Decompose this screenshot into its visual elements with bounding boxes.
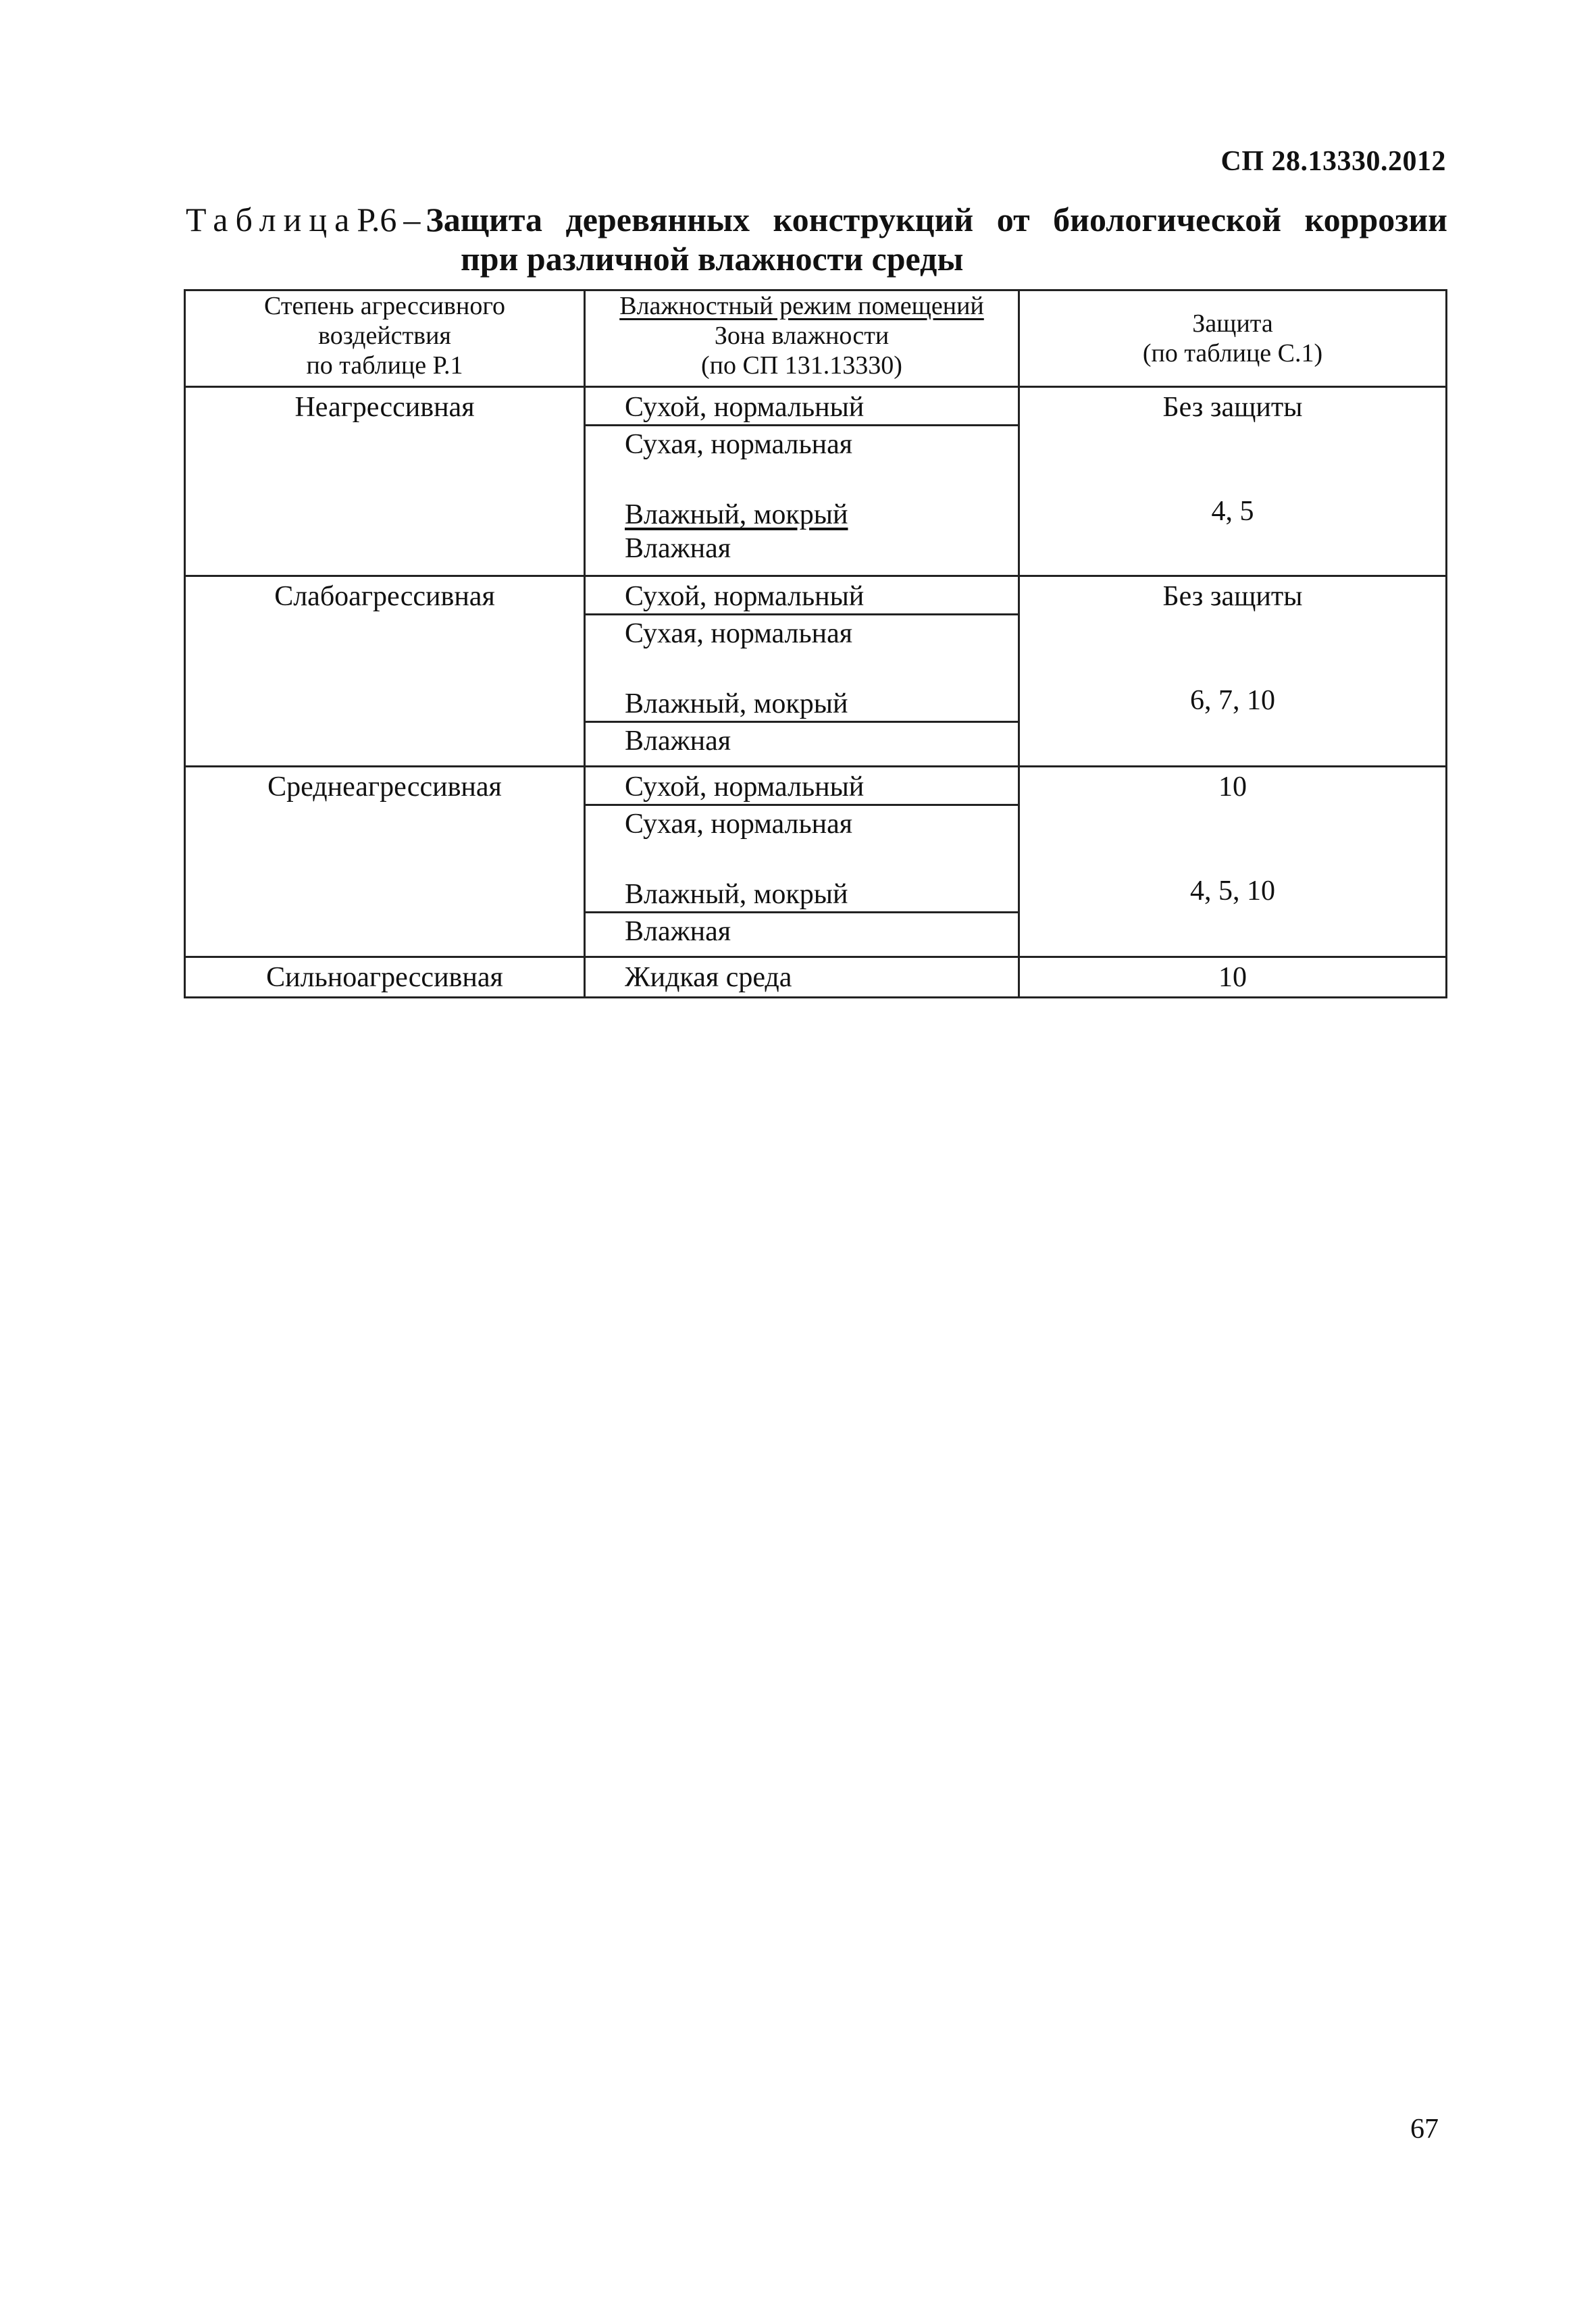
degree-cell — [185, 957, 585, 998]
humidity-regime: Влажный, мокрый — [625, 499, 848, 530]
protection-cell — [1019, 767, 1447, 957]
caption-title-line1: Защита деревянных конструкций от биологической коррозии — [426, 201, 1447, 238]
humidity-regime: Влажный, мокрый — [586, 651, 1018, 723]
humidity-zone: Сухая, нормальная — [625, 429, 853, 460]
humidity-regime: Сухой, нормальный — [586, 577, 1018, 615]
humidity-regime: Сухой, нормальный — [586, 388, 1018, 426]
humidity-zone: Влажная — [625, 916, 731, 947]
header-protection-line1: Защита — [1192, 309, 1273, 338]
header-humidity-line2: Зона влажности — [714, 322, 890, 350]
humidity-cell — [585, 387, 1019, 576]
protection-cell — [1019, 576, 1447, 767]
table-header-row — [185, 290, 1447, 387]
protection-value: 6, 7, 10 — [1190, 685, 1275, 716]
protection-value: 4, 5, 10 — [1190, 875, 1275, 907]
humidity-zone: Сухая, нормальная — [625, 618, 853, 649]
protection-value: 10 — [1218, 771, 1247, 803]
degree-cell — [185, 767, 585, 957]
humidity-regime: Влажный, мокрый — [586, 841, 1018, 913]
caption-label: Таблица — [186, 201, 357, 238]
table-row — [185, 957, 1447, 998]
header-humidity — [585, 290, 1019, 387]
protection-cell — [1019, 387, 1447, 576]
header-protection-line2: (по таблице С.1) — [1142, 339, 1323, 367]
humidity-zone: Влажная — [625, 726, 731, 757]
humidity-regime: Жидкая среда — [625, 962, 792, 993]
protection-cell — [1019, 957, 1447, 998]
document-code: СП 28.13330.2012 — [1220, 146, 1446, 177]
header-humidity-line3: (по СП 131.13330) — [701, 351, 902, 380]
protection-value: Без защиты — [1162, 581, 1303, 612]
header-degree-line3: по таблице Р.1 — [306, 351, 463, 380]
protection-value: Без защиты — [1162, 392, 1303, 423]
page-number: 67 — [1410, 2114, 1439, 2145]
protection-value: 4, 5 — [1211, 496, 1254, 527]
humidity-cell — [585, 767, 1019, 957]
caption-title-line2: при различной влажности среды — [461, 240, 964, 278]
header-humidity-line1: Влажностный режим помещений — [619, 292, 984, 320]
protection-table — [184, 289, 1447, 998]
humidity-zone: Влажная — [625, 533, 731, 564]
protection-value: 10 — [1218, 962, 1247, 993]
header-protection — [1019, 290, 1447, 387]
degree-label: Сильноагрессивная — [266, 962, 503, 993]
caption-number: Р.6 — [357, 201, 397, 238]
humidity-cell — [585, 576, 1019, 767]
degree-cell — [185, 576, 585, 767]
humidity-zone: Сухая, нормальная — [625, 809, 853, 840]
degree-label: Слабоагрессивная — [274, 581, 495, 612]
header-degree-line2: воздействия — [318, 322, 451, 350]
caption-dash: – — [403, 201, 421, 238]
degree-cell — [185, 387, 585, 576]
degree-label: Неагрессивная — [294, 392, 475, 423]
header-degree-line1: Степень агрессивного — [264, 292, 505, 320]
table-row — [185, 387, 1447, 576]
table-row — [185, 576, 1447, 767]
humidity-regime: Сухой, нормальный — [586, 767, 1018, 806]
degree-label: Среднеагрессивная — [267, 771, 502, 803]
table-row — [185, 767, 1447, 957]
header-degree — [185, 290, 585, 387]
humidity-cell — [585, 957, 1019, 998]
table-caption — [186, 200, 1447, 278]
